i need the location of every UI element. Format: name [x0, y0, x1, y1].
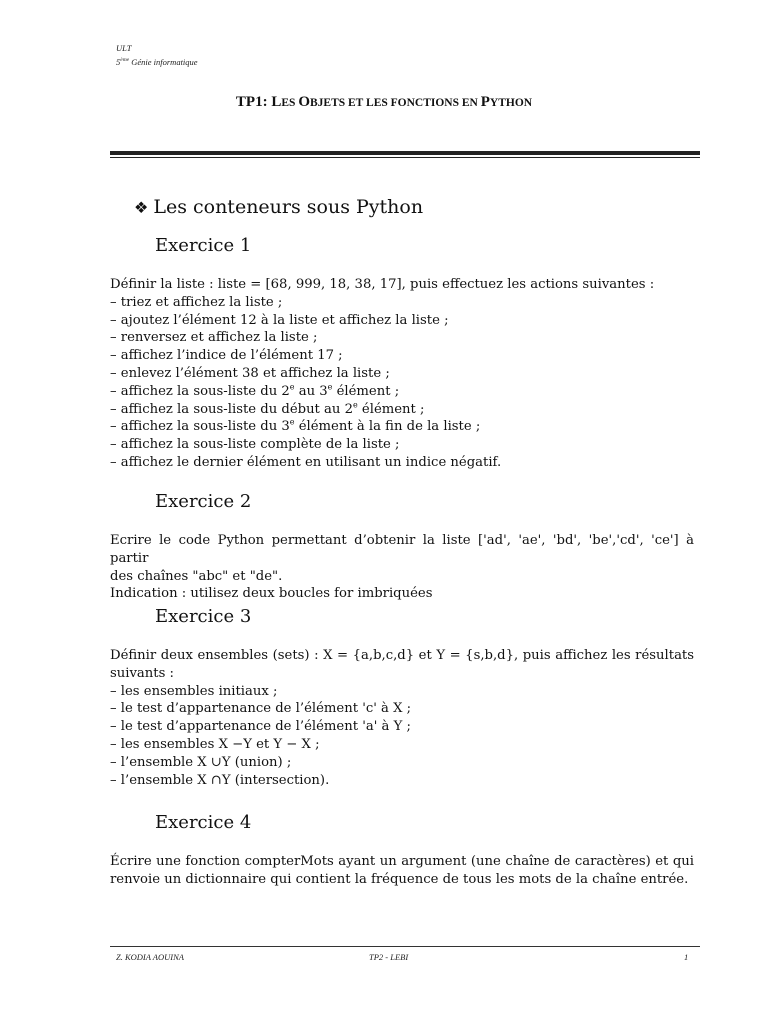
text-line: – renversez et affichez la liste ;	[110, 330, 318, 346]
text-line: – les ensembles X −Y et Y − X ;	[110, 736, 320, 752]
exercise-2-title: Exercice 2	[155, 491, 252, 512]
diamond-bullet-icon: ❖	[134, 198, 149, 217]
text-line: – affichez la sous-liste complète de la liste ;	[110, 437, 400, 453]
section-label: Les conteneurs sous Python	[153, 196, 424, 218]
exercise-1-title: Exercice 1	[155, 235, 252, 256]
page-title	[0, 94, 768, 111]
text-run: – affichez la sous-liste du 3	[110, 419, 290, 435]
title-part: L	[271, 94, 282, 110]
text-line: – affichez le dernier élément en utilisant un indice négatif.	[110, 454, 502, 470]
header-institution: ULT	[116, 43, 132, 53]
text-run: élément à la fin de la liste ;	[294, 419, 481, 435]
title-part: ES	[281, 97, 299, 109]
ordinal-suffix: e	[289, 417, 295, 427]
exercise-2-body	[110, 532, 694, 603]
title-part: BJETS ET LES FONCTIONS EN	[309, 97, 481, 109]
text-line: suivants :	[110, 665, 174, 681]
text-line: – les ensembles initiaux ;	[110, 683, 278, 699]
header-program: Génie informatique	[129, 56, 198, 67]
text-line: – le test d’appartenance de l’élément 'a' à Y ;	[110, 719, 411, 735]
header-year-suffix: ème	[120, 57, 130, 63]
text-line: renvoie un dictionnaire qui contient la fréquence de tous les mots de la chaîne entrée.	[110, 871, 689, 887]
text-line: – affichez l’indice de l’élément 17 ;	[110, 348, 343, 364]
text-line: Ecrire le code Python permettant d’obtenir la liste ['ad', 'ae', 'bd', 'be','cd', 'ce'] à partir	[110, 533, 694, 566]
text-run: au 3	[294, 383, 328, 399]
text-line: – triez et affichez la liste ;	[110, 294, 283, 310]
title-part: O	[298, 94, 310, 110]
ordinal-suffix: e	[327, 382, 333, 392]
text-line: Indication : utilisez deux boucles for imbriquées	[110, 586, 433, 602]
text-line: – ajoutez l’élément 12 à la liste et affichez la liste ;	[110, 312, 449, 328]
title-divider-thick	[110, 151, 700, 155]
footer-divider	[110, 946, 700, 947]
text-run: – affichez la sous-liste du début au 2	[110, 401, 353, 417]
text-run: – affichez la sous-liste du 2	[110, 383, 290, 399]
text-line: Écrire une fonction compterMots ayant un argument (une chaîne de caractères) et qui	[110, 854, 694, 869]
exercise-3-body	[110, 647, 694, 789]
text-line: – enlevez l’élément 38 et affichez la liste ;	[110, 365, 390, 381]
text-line: Définir la liste : liste = [68, 999, 18, 38, 17], puis effectuez les actions suivantes :	[110, 277, 655, 292]
exercise-3-title: Exercice 3	[155, 606, 252, 627]
exercise-1-body	[110, 276, 694, 472]
text-line: – l’ensemble X ∩Y (intersection).	[110, 772, 330, 788]
exercise-4-title: Exercice 4	[155, 812, 252, 833]
text-line	[110, 418, 694, 436]
exercise-4-body	[110, 853, 694, 889]
text-run: élément ;	[357, 401, 425, 417]
ordinal-suffix: e	[289, 382, 295, 392]
section-heading	[134, 195, 423, 220]
footer-author: Z. KODIA AOUINA	[116, 952, 184, 962]
header-class	[116, 54, 198, 68]
header-year: 5	[116, 56, 121, 67]
text-line	[110, 401, 694, 419]
ordinal-suffix: e	[353, 400, 358, 410]
footer-page-number: 1	[684, 952, 689, 962]
text-line: – le test d’appartenance de l’élément 'c' à X ;	[110, 701, 412, 717]
text-line: – l’ensemble X ∪Y (union) ;	[110, 754, 292, 770]
text-line: Définir deux ensembles (sets) : X = {a,b,c,d} et Y = {s,b,d}, puis affichez les résultats	[110, 648, 694, 663]
text-line: des chaînes "abc" et "de".	[110, 568, 283, 584]
footer-course: TP2 - LEBI	[369, 952, 409, 962]
text-run: élément ;	[332, 383, 400, 399]
title-prefix: TP1:	[235, 94, 272, 110]
title-part: P	[480, 94, 490, 110]
page-header	[116, 42, 198, 68]
text-line	[110, 383, 694, 401]
title-part: YTHON	[489, 97, 533, 109]
title-divider-thin	[110, 157, 700, 158]
